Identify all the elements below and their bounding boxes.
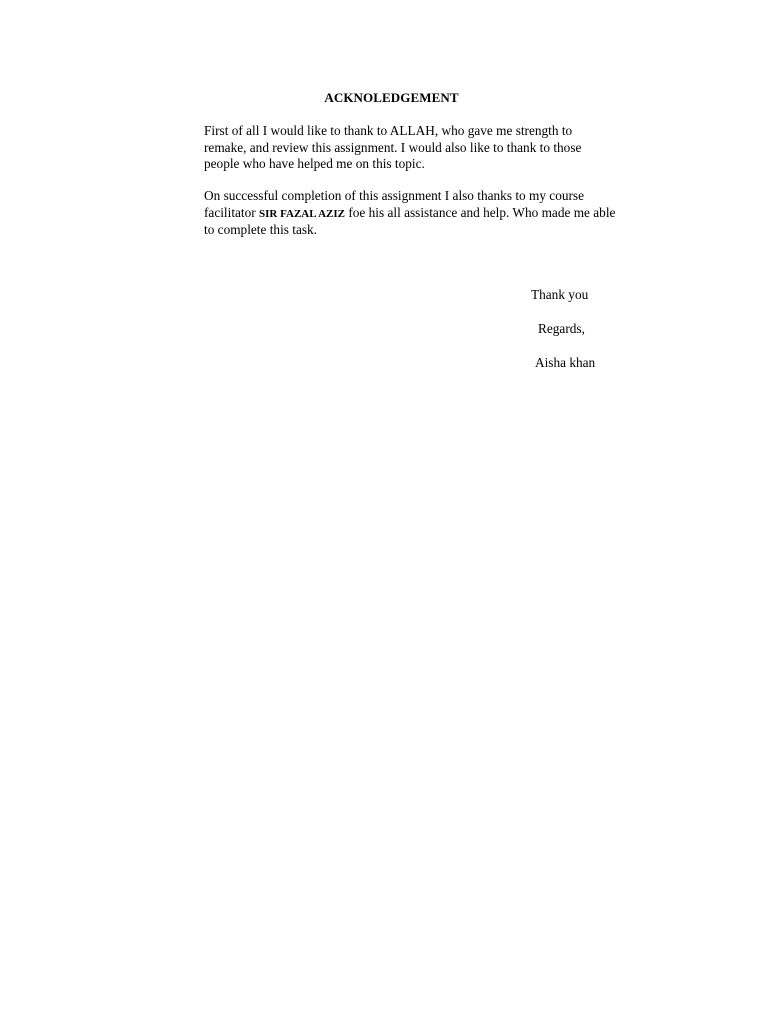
author-name: Aisha khan: [535, 355, 596, 370]
facilitator-name: SIR FAZAL AZIZ: [259, 207, 346, 220]
paragraph-line: [204, 205, 644, 223]
closing-regards: Regards,: [538, 321, 585, 336]
closing-thanks: Thank you: [531, 287, 589, 302]
paragraph-line: people who have helped me on this topic.: [204, 156, 425, 171]
paragraph-facilitator: [204, 188, 644, 239]
document-title: ACKNOLEDGEMENT: [324, 90, 459, 105]
paragraph-line: remake, and review this assignment. I would also like to thank to those: [204, 139, 582, 155]
paragraph-text: facilitator: [204, 204, 260, 220]
paragraph-gratitude: [204, 123, 644, 173]
paragraph-line: On successful completion of this assignment I also thanks to my course: [204, 188, 585, 203]
paragraph-line: First of all I would like to thank to ALLAH, who gave me strength to: [204, 123, 573, 138]
paragraph-text: foe his all assistance and help. Who made me able: [345, 204, 616, 220]
paragraph-line: to complete this task.: [204, 222, 318, 237]
